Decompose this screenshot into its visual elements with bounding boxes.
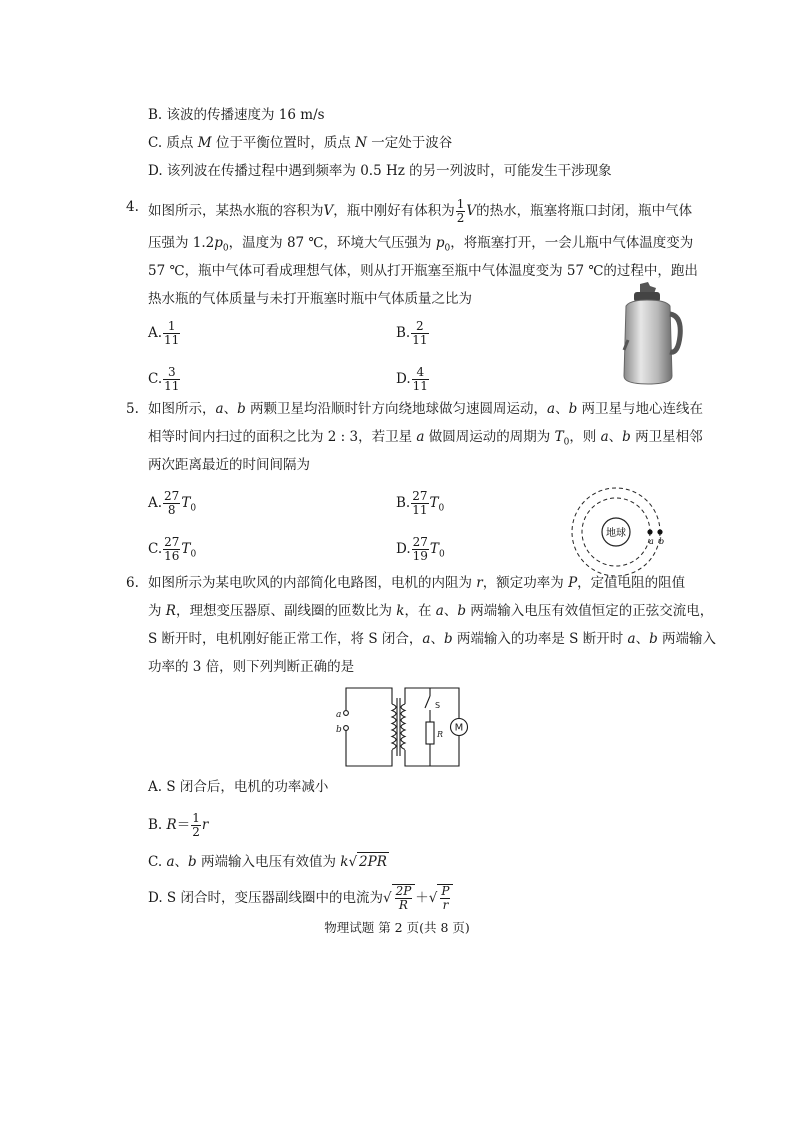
label-b: b [336, 725, 342, 735]
q4-half-fraction: $\frac{1}{2}$ [456, 197, 465, 225]
q5-number: 5. [126, 401, 139, 417]
q4-option-c: C. $\frac{3}{11}$ [148, 365, 180, 393]
resistor-r [426, 722, 434, 744]
satellite-b [657, 529, 662, 534]
q3-option-d: D. 该列波在传播过程中遇到频率为 0.5 Hz 的另一列波时，可能发生干涉现象 [148, 163, 612, 179]
circuit-diagram [334, 684, 474, 770]
q6-line-3: S 断开时，电机刚好能正常工作，将 S 闭合，a、b 两端输入的功率是 S 断开时 a、b 两端输入 [148, 631, 717, 647]
q5-option-d: D. $\frac{27}{19}$ $T_0$ [396, 535, 445, 563]
q5-option-a: A. $\frac{27}{8}$ $T_0$ [148, 489, 197, 517]
q5-option-c: C. $\frac{27}{16}$ $T_0$ [148, 535, 197, 563]
label-r: R [437, 730, 444, 739]
q4-line-3: 57 ℃，瓶中气体可看成理想气体，则从打开瓶塞至瓶中气体温度变为 57 ℃的过程中，跑出 [148, 263, 698, 279]
q4-option-a: A. $\frac{1}{11}$ [148, 319, 180, 347]
q4-option-d: D. $\frac{4}{11}$ [396, 365, 428, 393]
q6-option-b: B. R＝ $\frac{1}{2}$ r [148, 811, 209, 839]
q5-line-1: 如图所示，a、b 两颗卫星均沿顺时针方向绕地球做匀速圆周运动，a、b 两卫星与地心连线在 [148, 401, 704, 417]
thermos-image [614, 280, 684, 388]
terminal-a [344, 711, 349, 716]
label-m: M [454, 722, 464, 734]
q6-line-1: 如图所示为某电吹风的内部简化电路图，电机的内阻为 r，额定功率为 P，定值电阻的阻值 [148, 575, 686, 591]
q5-option-b: B. $\frac{27}{11}$ $T_0$ [396, 489, 445, 517]
label-a: a [336, 710, 342, 720]
q5-line-3: 两次距离最近的时间间隔为 [148, 457, 310, 473]
q6-option-c: C. a、b 两端输入电压有效值为 k√ 2PR [148, 854, 387, 870]
earth-label: 地球 [606, 528, 626, 539]
q6-option-d: D. S 闭合时，变压器副线圈中的电流为√ $\frac{2P}{R}$ ＋√ $\frac{P}{r}$ [148, 884, 453, 912]
q6-option-a: A. S 闭合后，电机的功率减小 [148, 779, 329, 795]
primary-coil [392, 704, 396, 750]
orbit-diagram [568, 484, 664, 580]
q4-number: 4. [126, 199, 139, 215]
q4-option-b: B. $\frac{2}{11}$ [396, 319, 428, 347]
page-footer: 物理试题 第 2 页(共 8 页) [324, 920, 470, 935]
q6-number: 6. [126, 575, 139, 591]
switch-s [425, 696, 430, 708]
q4-line-4: 热水瓶的气体质量与未打开瓶塞时瓶中气体质量之比为 [148, 291, 472, 307]
q3-option-b: B. 该波的传播速度为 16 m/s [148, 107, 325, 123]
terminal-b [344, 726, 349, 731]
q6-line-4: 功率的 3 倍，则下列判断正确的是 [148, 659, 355, 675]
q3-option-c: C. 质点 M 位于平衡位置时，质点 N 一定处于波谷 [148, 135, 453, 151]
satellite-a [647, 529, 652, 534]
label-s: S [435, 701, 441, 710]
q4-line-1: 如图所示，某热水瓶的容积为V，瓶中刚好有体积为 $\frac{1}{2}$ V的热水，瓶塞将瓶口封闭，瓶中气体 [148, 197, 693, 225]
q6-line-2: 为 R，理想变压器原、副线圈的匝数比为 k，在 a、b 两端输入电压有效值恒定的正弦交流电， [148, 603, 714, 619]
q4-line-2: 压强为 $1.2p_0$，温度为 87 ℃，环境大气压强为 $p_0$，将瓶塞打开，一会儿瓶中气体温度变为 [148, 235, 694, 254]
satellite-a-label: a [649, 537, 654, 546]
q5-line-2: 相等时间内扫过的面积之比为 2 : 3，若卫星 a 做圆周运动的周期为 $T_0$，则 a、b 两卫星相邻 [148, 429, 703, 448]
satellite-b-label: b [659, 537, 664, 546]
secondary-coil [401, 704, 405, 750]
